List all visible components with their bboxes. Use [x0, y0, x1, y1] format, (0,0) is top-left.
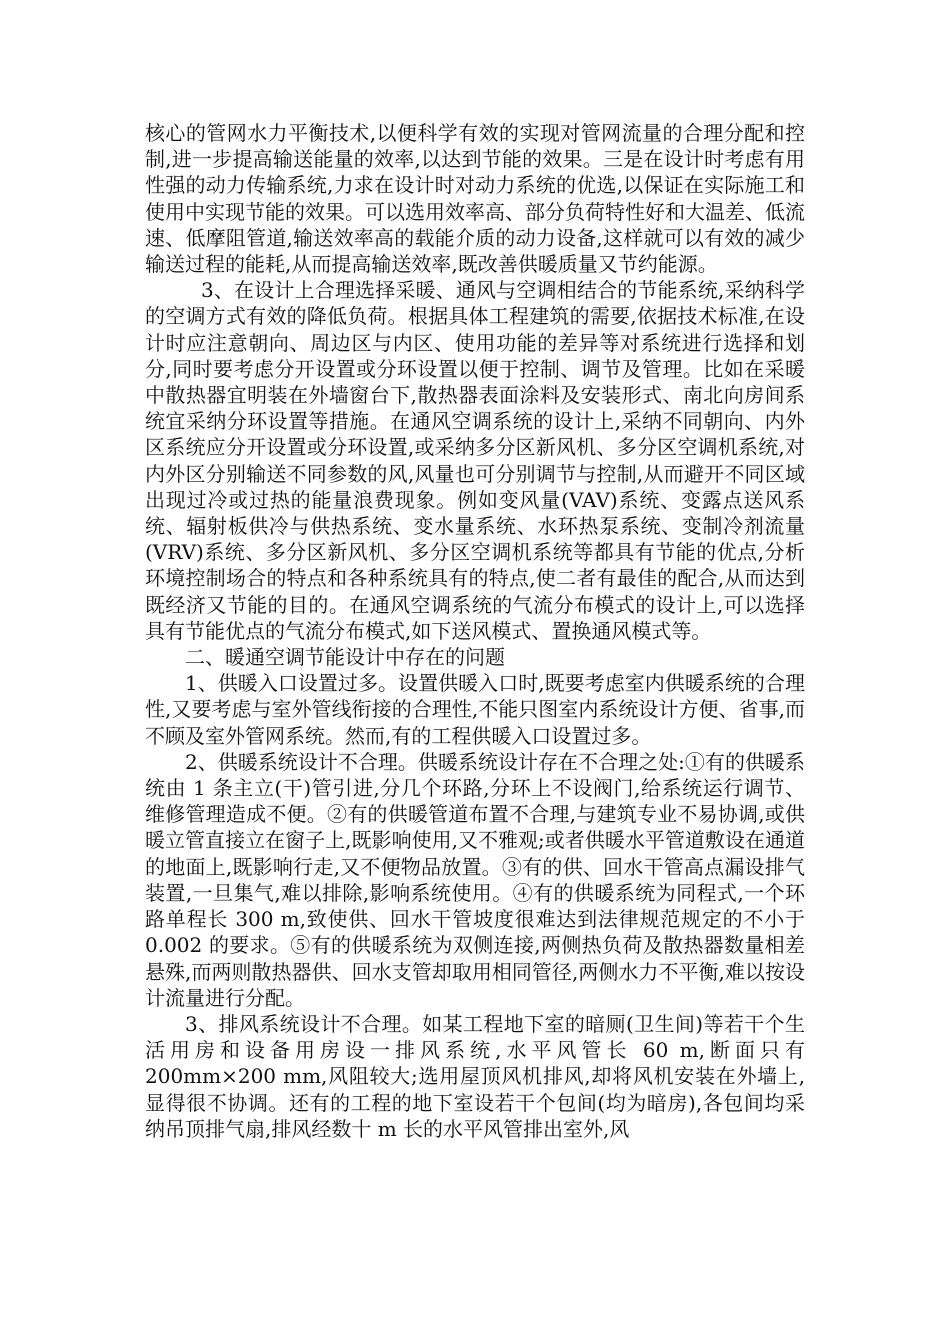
- paragraph-exhaust-system: 3、排风系统设计不合理。如某工程地下室的暗厕(卫生间)等若干个生活用房和设备用房设一排风系统,水平风管长 60 m,断面只有200mm×200 mm,风阻较大;选用屋顶风机排风,却将风机安装在外墙上,显得很不协调。还有的工程的地下室设若干个包间(均为暗房),各包间均采纳吊顶排气扇,排风经数十 m 长的水平风管排出室外,风: [145, 1011, 805, 1141]
- paragraph-heating-system: 2、供暖系统设计不合理。供暖系统设计存在不合理之处:①有的供暖系统由 1 条主立(干)管引进,分几个环路,分环上不设阀门,给系统运行调节、维修管理造成不便。②有的供暖管道布置不合理,与建筑专业不易协调,或供暖立管直接立在窗子上,既影响使用,又不雅观;或者供暖水平管道敷设在通道的地面上,既影响行走,又不便物品放置。③有的供、回水干管高点漏设排气装置,一旦集气,难以排除,影响系统使用。④有的供暖系统为同程式,一个环路单程长 300 m,致使供、回水干管坡度很难达到法律规范规定的不小于 0.002 的要求。⑤有的供暖系统为双侧连接,两侧热负荷及散热器数量相差悬殊,而两则散热器供、回水支管却取用相同管径,两侧水力不平衡,难以按设计流量进行分配。: [145, 749, 805, 1010]
- paragraph-hydraulic-balance: 核心的管网水力平衡技术,以便科学有效的实现对管网流量的合理分配和控制,进一步提高输送能量的效率,以达到节能的效果。三是在设计时考虑有用性强的动力传输系统,力求在设计时对动力系统的优选,以保证在实际施工和使用中实现节能的效果。可以选用效率高、部分负荷特性好和大温差、低流速、低摩阻管道,输送效率高的载能介质的动力设备,这样就可以有效的减少输送过程的能耗,从而提高输送效率,既改善供暖质量又节约能源。: [145, 121, 805, 277]
- paragraph-heating-inlet: 1、供暖入口设置过多。设置供暖入口时,既要考虑室内供暖系统的合理性,又要考虑与室外管线衔接的合理性,不能只图室内系统设计方便、省事,而不顾及室外管网系统。然而,有的工程供暖入口设置过多。: [145, 671, 805, 748]
- section-heading-problems: 二、暖通空调节能设计中存在的问题: [185, 645, 505, 670]
- paragraph-system-selection: 3、在设计上合理选择采暖、通风与空调相结合的节能系统,采纳科学的空调方式有效的降低负荷。根据具体工程建筑的需要,依据技术标准,在设计时应注意朝向、周边区与内区、使用功能的差异等对系统进行选择和划分,同时要考虑分开设置或分环设置以便于控制、调节及管理。比如在采暖中散热器宜明装在外墙窗台下,散热器表面涂料及安装形式、南北向房间系统宜采纳分环设置等措施。在通风空调系统的设计上,采纳不同朝向、内外区系统应分开设置或分环设置,或采纳多分区新风机、多分区空调机系统,对内外区分别输送不同参数的风,风量也可分别调节与控制,从而避开不同区域出现过冷或过热的能量浪费现象。例如变风量(VAV)系统、变露点送风系统、辐射板供冷与供热系统、变水量系统、水环热泵系统、变制冷剂流量(VRV)系统、多分区新风机、多分区空调机系统等都具有节能的优点,分析环境控制场合的特点和各种系统具有的特点,使二者有最佳的配合,从而达到既经济又节能的目的。在通风空调系统的气流分布模式的设计上,可以选择具有节能优点的气流分布模式,如下送风模式、置换通风模式等。: [145, 278, 805, 643]
- document-body: [145, 120, 805, 1142]
